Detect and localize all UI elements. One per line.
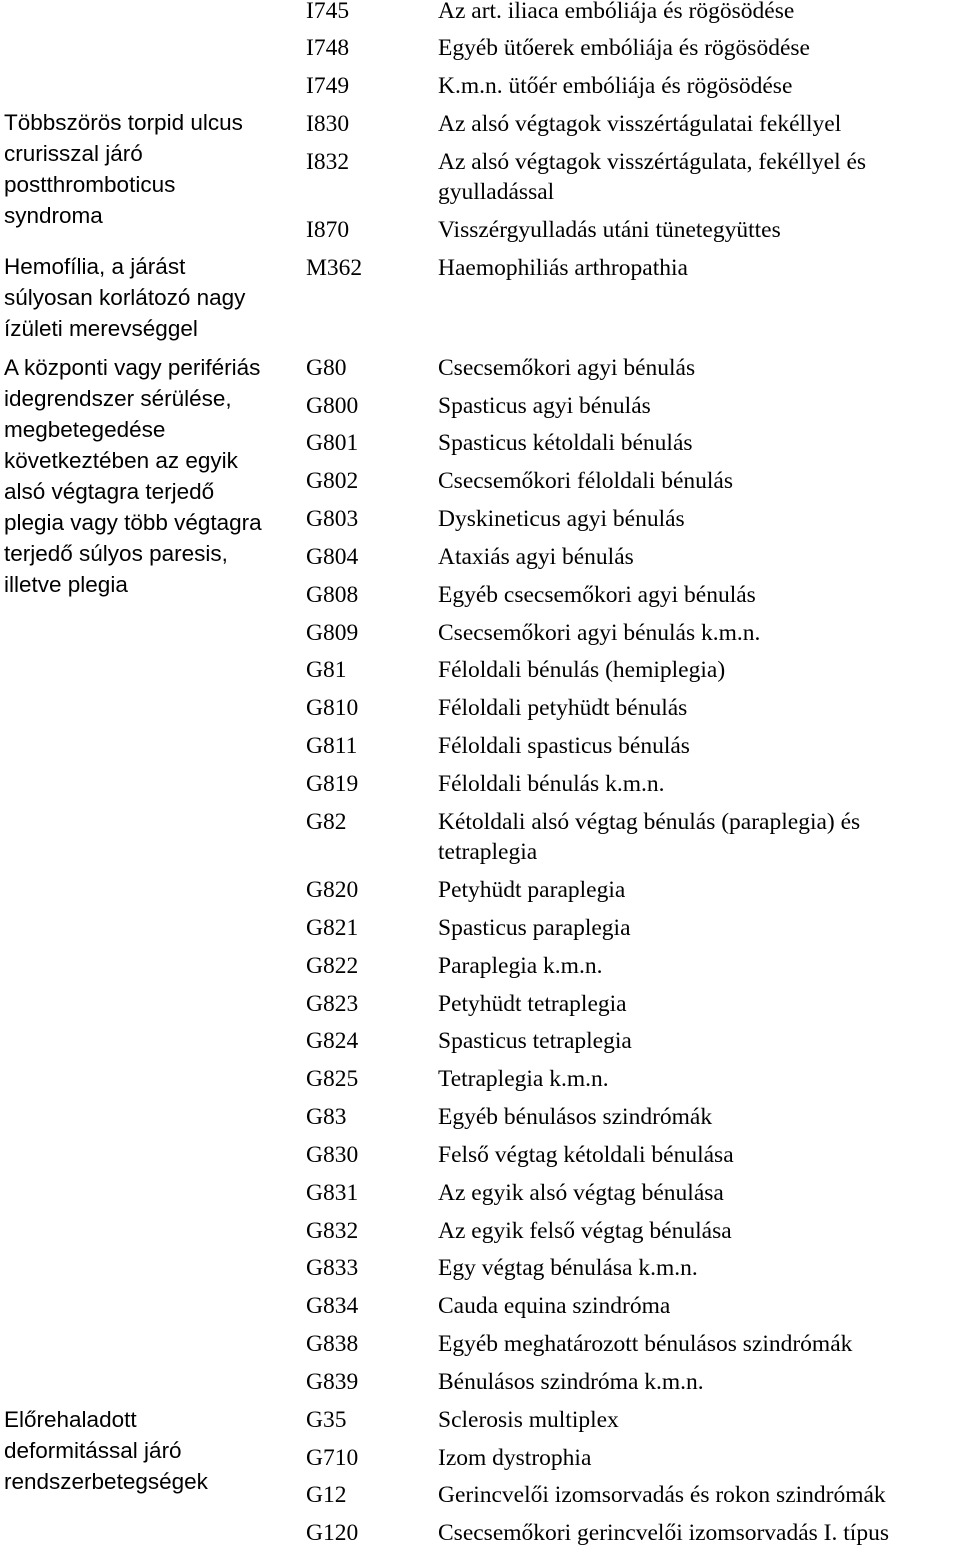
condition-text: következtében az egyik [4,448,238,473]
icd-code: G81 [306,657,347,683]
diagnosis-description: Csecsemőkori gerincvelői izomsorvadás I. típus [438,1520,889,1546]
icd-code: G838 [306,1331,359,1357]
diagnosis-description: Az alsó végtagok visszértágulatai fekéllyel [438,111,842,137]
condition-group [4,352,294,600]
diagnosis-description: Kétoldali alsó végtag bénulás (paraplegia) és tetraplegia [438,809,861,865]
icd-code: G825 [306,1066,359,1092]
condition-text: illetve plegia [4,572,128,597]
diagnosis-description: Haemophiliás arthropathia [438,255,688,281]
condition-text: crurisszal járó [4,141,143,166]
diagnosis-description: Féloldali petyhüdt bénulás [438,695,688,721]
icd-code: G35 [306,1407,347,1433]
diagnosis-description: Paraplegia k.m.n. [438,953,603,979]
diagnosis-description: Egyéb bénulásos szindrómák [438,1104,713,1130]
diagnosis-description: Féloldali spasticus bénulás [438,733,690,759]
icd-code: G830 [306,1142,359,1168]
condition-text: Többszörös torpid ulcus [4,110,243,135]
icd-code: G822 [306,953,359,979]
condition-text: plegia vagy több végtagra [4,510,262,535]
diagnosis-description: Gerincvelői izomsorvadás és rokon szindrómák [438,1482,886,1508]
diagnosis-description: Bénulásos szindróma k.m.n. [438,1369,704,1395]
icd-code: G710 [306,1445,359,1471]
icd-code: G810 [306,695,359,721]
diagnosis-description: Féloldali bénulás k.m.n. [438,771,665,797]
condition-text: Előrehaladott [4,1407,137,1432]
diagnosis-description: Felső végtag kétoldali bénulása [438,1142,734,1168]
icd-code: G802 [306,468,359,494]
diagnosis-description: Csecsemőkori agyi bénulás k.m.n. [438,620,761,646]
condition-group [4,251,294,344]
condition-text: megbetegedése [4,417,166,442]
icd-code: G120 [306,1520,359,1546]
icd-code: G833 [306,1255,359,1281]
condition-text: alsó végtagra terjedő [4,479,215,504]
diagnosis-description: Egyéb csecsemőkori agyi bénulás [438,582,756,608]
diagnosis-description: Visszérgyulladás utáni tünetegyüttes [438,217,781,243]
icd-code: G832 [306,1218,359,1244]
icd-code: G800 [306,393,359,419]
icd-code: G819 [306,771,359,797]
condition-text: ízületi merevséggel [4,316,198,341]
diagnosis-description: Csecsemőkori féloldali bénulás [438,468,733,494]
condition-text: Hemofília, a járást [4,254,186,279]
diagnosis-description: Spasticus paraplegia [438,915,631,941]
icd-code: M362 [306,255,363,281]
condition-group [4,1404,294,1497]
icd-code: G811 [306,733,358,759]
diagnosis-description: Az egyik alsó végtag bénulása [438,1180,724,1206]
diagnosis-description: Cauda equina szindróma [438,1293,671,1319]
icd-code: I745 [306,0,350,24]
icd-code: G82 [306,809,347,835]
diagnosis-description: Az alsó végtagok visszértágulata, fekéllyel és gyulladással [438,149,867,205]
icd-code: G803 [306,506,359,532]
condition-text: rendszerbetegségek [4,1469,208,1494]
icd-code: I748 [306,35,350,61]
diagnosis-description: Izom dystrophia [438,1445,592,1471]
icd-code: G821 [306,915,359,941]
icd-code: G824 [306,1028,359,1054]
icd-code: G839 [306,1369,359,1395]
icd-code: G801 [306,430,359,456]
condition-text: deformitással járó [4,1438,182,1463]
icd-code: I870 [306,217,350,243]
icd-code: I830 [306,111,350,137]
diagnosis-description: Petyhüdt paraplegia [438,877,626,903]
icd-code: G831 [306,1180,359,1206]
icd-code: G12 [306,1482,347,1508]
diagnosis-description: Spasticus agyi bénulás [438,393,651,419]
diagnosis-description: Féloldali bénulás (hemiplegia) [438,657,726,683]
diagnosis-description: Az art. iliaca embóliája és rögösödése [438,0,795,24]
icd-code: G83 [306,1104,347,1130]
condition-group [4,107,294,231]
condition-text: postthromboticus [4,172,176,197]
diagnosis-description: K.m.n. ütőér embóliája és rögösödése [438,73,793,99]
icd-code: G804 [306,544,359,570]
icd-code: G808 [306,582,359,608]
diagnosis-description: Dyskineticus agyi bénulás [438,506,685,532]
icd-code: G809 [306,620,359,646]
icd-code: I832 [306,149,350,175]
diagnosis-description: Csecsemőkori agyi bénulás [438,355,696,381]
diagnosis-description: Sclerosis multiplex [438,1407,619,1433]
condition-text: idegrendszer sérülése, [4,386,232,411]
condition-text: terjedő súlyos paresis, [4,541,228,566]
diagnosis-description: Petyhüdt tetraplegia [438,991,627,1017]
icd-code: I749 [306,73,350,99]
condition-text: súlyosan korlátozó nagy [4,285,246,310]
diagnosis-description: Ataxiás agyi bénulás [438,544,634,570]
icd-code: G820 [306,877,359,903]
diagnosis-description: Egyéb meghatározott bénulásos szindrómák [438,1331,853,1357]
diagnosis-description: Egy végtag bénulása k.m.n. [438,1255,698,1281]
diagnosis-description: Az egyik felső végtag bénulása [438,1218,732,1244]
icd-code: G823 [306,991,359,1017]
diagnosis-description: Tetraplegia k.m.n. [438,1066,609,1092]
diagnosis-description: Egyéb ütőerek embóliája és rögösödése [438,35,810,61]
icd-code: G834 [306,1293,359,1319]
diagnosis-description: Spasticus kétoldali bénulás [438,430,693,456]
condition-text: syndroma [4,203,103,228]
condition-text: A központi vagy perifériás [4,355,261,380]
diagnosis-description: Spasticus tetraplegia [438,1028,632,1054]
icd-code: G80 [306,355,347,381]
